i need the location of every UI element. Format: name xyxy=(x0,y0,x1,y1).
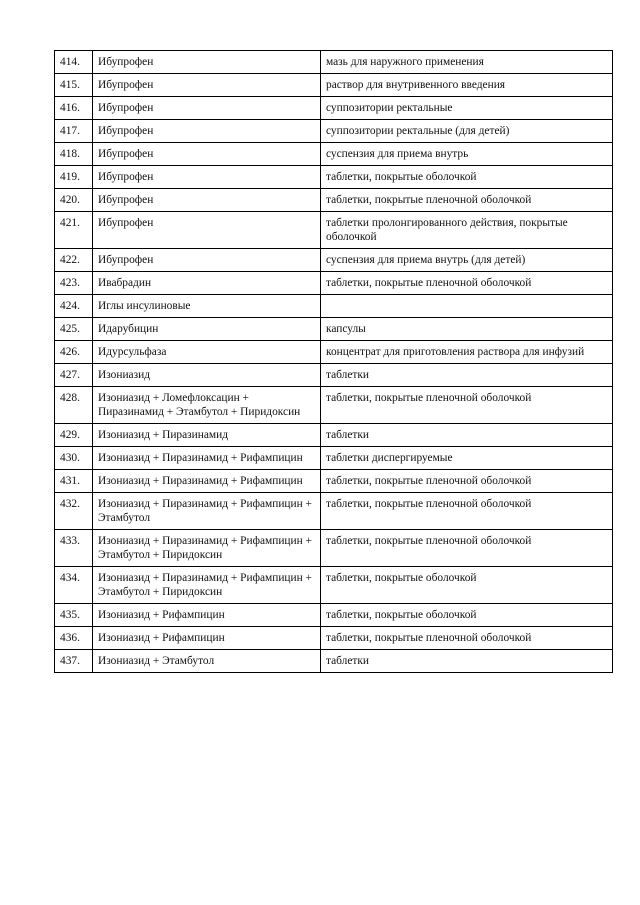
dosage-form: таблетки xyxy=(321,424,613,447)
row-number: 426. xyxy=(55,341,93,364)
table-row xyxy=(55,470,613,493)
dosage-form: таблетки, покрытые оболочкой xyxy=(321,604,613,627)
row-number: 421. xyxy=(55,212,93,249)
table-row xyxy=(55,650,613,673)
table-row xyxy=(55,341,613,364)
row-number: 422. xyxy=(55,249,93,272)
drug-name: Ибупрофен xyxy=(93,120,321,143)
drug-name: Изониазид + Пиразинамид + Рифампицин + Этамбутол + Пиридоксин xyxy=(93,530,321,567)
drug-name: Изониазид + Пиразинамид + Рифампицин + Этамбутол xyxy=(93,493,321,530)
drug-name: Идарубицин xyxy=(93,318,321,341)
dosage-form: суспензия для приема внутрь xyxy=(321,143,613,166)
dosage-form: таблетки пролонгированного действия, покрытые оболочкой xyxy=(321,212,613,249)
row-number: 435. xyxy=(55,604,93,627)
table-row xyxy=(55,120,613,143)
table-row xyxy=(55,604,613,627)
drug-name: Ибупрофен xyxy=(93,212,321,249)
drug-name: Ибупрофен xyxy=(93,74,321,97)
drug-name: Ивабрадин xyxy=(93,272,321,295)
dosage-form: таблетки xyxy=(321,650,613,673)
table-row xyxy=(55,493,613,530)
dosage-form: таблетки, покрытые пленочной оболочкой xyxy=(321,189,613,212)
table-row xyxy=(55,166,613,189)
drug-name: Изониазид + Пиразинамид + Рифампицин xyxy=(93,470,321,493)
table-row xyxy=(55,249,613,272)
dosage-form: суппозитории ректальные xyxy=(321,97,613,120)
dosage-form: таблетки, покрытые пленочной оболочкой xyxy=(321,387,613,424)
drug-name: Ибупрофен xyxy=(93,97,321,120)
row-number: 432. xyxy=(55,493,93,530)
drug-name: Ибупрофен xyxy=(93,249,321,272)
drug-name: Ибупрофен xyxy=(93,51,321,74)
row-number: 415. xyxy=(55,74,93,97)
row-number: 416. xyxy=(55,97,93,120)
row-number: 423. xyxy=(55,272,93,295)
dosage-form: таблетки диспергируемые xyxy=(321,447,613,470)
drug-name: Ибупрофен xyxy=(93,166,321,189)
row-number: 427. xyxy=(55,364,93,387)
row-number: 433. xyxy=(55,530,93,567)
table-row xyxy=(55,530,613,567)
dosage-form: капсулы xyxy=(321,318,613,341)
table-row xyxy=(55,212,613,249)
table-body xyxy=(55,51,613,673)
dosage-form: суспензия для приема внутрь (для детей) xyxy=(321,249,613,272)
table-row xyxy=(55,387,613,424)
row-number: 419. xyxy=(55,166,93,189)
table-row xyxy=(55,272,613,295)
drug-name: Изониазид + Пиразинамид xyxy=(93,424,321,447)
drug-name: Изониазид + Пиразинамид + Рифампицин xyxy=(93,447,321,470)
table-row xyxy=(55,189,613,212)
dosage-form: концентрат для приготовления раствора для инфузий xyxy=(321,341,613,364)
row-number: 425. xyxy=(55,318,93,341)
drug-table xyxy=(54,50,613,673)
row-number: 424. xyxy=(55,295,93,318)
table-row xyxy=(55,97,613,120)
dosage-form: таблетки xyxy=(321,364,613,387)
row-number: 431. xyxy=(55,470,93,493)
table-row xyxy=(55,627,613,650)
dosage-form: таблетки, покрытые пленочной оболочкой xyxy=(321,470,613,493)
table-row xyxy=(55,295,613,318)
drug-name: Изониазид + Ломефлоксацин + Пиразинамид + Этамбутол + Пиридоксин xyxy=(93,387,321,424)
dosage-form: таблетки, покрытые оболочкой xyxy=(321,567,613,604)
row-number: 418. xyxy=(55,143,93,166)
row-number: 428. xyxy=(55,387,93,424)
table-row xyxy=(55,364,613,387)
table-row xyxy=(55,567,613,604)
row-number: 414. xyxy=(55,51,93,74)
table-row xyxy=(55,51,613,74)
drug-name: Изониазид + Рифампицин xyxy=(93,627,321,650)
dosage-form: мазь для наружного применения xyxy=(321,51,613,74)
row-number: 430. xyxy=(55,447,93,470)
row-number: 434. xyxy=(55,567,93,604)
dosage-form: таблетки, покрытые оболочкой xyxy=(321,166,613,189)
table-row xyxy=(55,447,613,470)
drug-name: Идурсульфаза xyxy=(93,341,321,364)
drug-name: Изониазид + Этамбутол xyxy=(93,650,321,673)
drug-name: Ибупрофен xyxy=(93,143,321,166)
dosage-form: раствор для внутривенного введения xyxy=(321,74,613,97)
row-number: 436. xyxy=(55,627,93,650)
drug-name: Изониазид + Пиразинамид + Рифампицин + Этамбутол + Пиридоксин xyxy=(93,567,321,604)
row-number: 417. xyxy=(55,120,93,143)
dosage-form: суппозитории ректальные (для детей) xyxy=(321,120,613,143)
table-row xyxy=(55,318,613,341)
dosage-form: таблетки, покрытые пленочной оболочкой xyxy=(321,530,613,567)
dosage-form: таблетки, покрытые пленочной оболочкой xyxy=(321,272,613,295)
row-number: 429. xyxy=(55,424,93,447)
dosage-form: таблетки, покрытые пленочной оболочкой xyxy=(321,493,613,530)
drug-name: Ибупрофен xyxy=(93,189,321,212)
drug-name: Иглы инсулиновые xyxy=(93,295,321,318)
row-number: 420. xyxy=(55,189,93,212)
table-row xyxy=(55,143,613,166)
drug-name: Изониазид + Рифампицин xyxy=(93,604,321,627)
dosage-form xyxy=(321,295,613,318)
table-row xyxy=(55,424,613,447)
drug-name: Изониазид xyxy=(93,364,321,387)
row-number: 437. xyxy=(55,650,93,673)
dosage-form: таблетки, покрытые пленочной оболочкой xyxy=(321,627,613,650)
table-row xyxy=(55,74,613,97)
